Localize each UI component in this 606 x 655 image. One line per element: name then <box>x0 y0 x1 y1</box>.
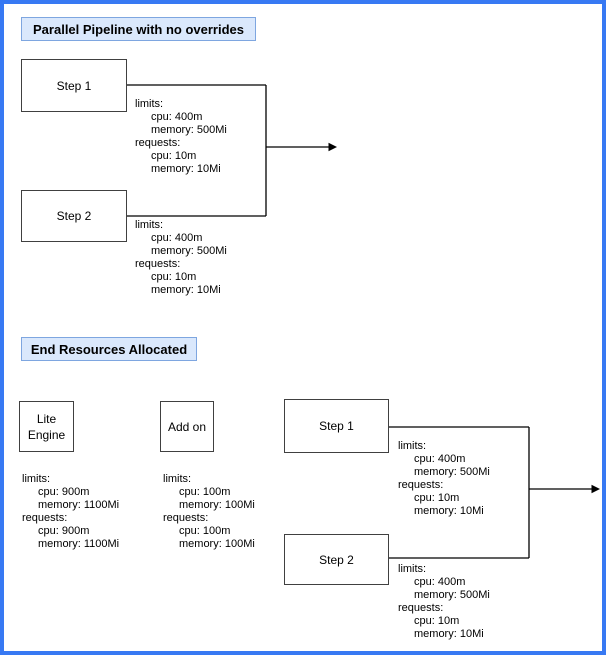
resource-line: cpu: 400m <box>414 575 466 588</box>
resource-line: requests: <box>163 511 209 524</box>
resource-line: cpu: 10m <box>414 491 460 504</box>
add-on-resources <box>163 473 255 550</box>
resource-line: memory: 10Mi <box>151 283 221 296</box>
resource-line: limits: <box>398 563 427 575</box>
resource-line: cpu: 100m <box>179 485 231 498</box>
resource-line: cpu: 10m <box>151 270 197 283</box>
section1-step1-label: Step 1 <box>56 78 92 93</box>
lite-engine-resources <box>22 473 119 550</box>
section1-step2-label: Step 2 <box>56 209 92 223</box>
section1-title <box>21 17 256 41</box>
resource-line: memory: 500Mi <box>151 123 227 136</box>
resource-line: cpu: 900m <box>38 524 90 537</box>
resource-line: memory: 500Mi <box>414 588 490 601</box>
resource-line: memory: 100Mi <box>179 537 255 550</box>
section2-step1-node <box>284 399 389 453</box>
section2-step2-resources <box>398 563 490 640</box>
section1-step2-resources <box>135 219 227 296</box>
resource-line: limits: <box>398 440 427 452</box>
resource-line: limits: <box>163 473 192 485</box>
resource-line: requests: <box>22 511 68 524</box>
lite-engine-label-line1: Lite <box>36 411 57 426</box>
resource-line: limits: <box>22 473 51 485</box>
resource-line: limits: <box>135 219 164 231</box>
resource-line: memory: 500Mi <box>151 244 227 257</box>
resource-line: requests: <box>135 257 181 270</box>
section1-step2-node <box>21 190 127 242</box>
resource-line: cpu: 900m <box>38 485 90 498</box>
resource-line: memory: 100Mi <box>179 498 255 511</box>
section2-title <box>21 337 197 361</box>
section1-step1-node <box>21 59 127 112</box>
resource-line: memory: 10Mi <box>414 627 484 640</box>
resource-line: cpu: 400m <box>414 452 466 465</box>
section1-step1-resources <box>135 98 227 175</box>
s2-output-arrowhead <box>592 485 601 493</box>
section2-step2-label: Step 2 <box>319 552 354 567</box>
resource-line: cpu: 100m <box>179 524 231 537</box>
resource-line: memory: 1100Mi <box>38 498 120 511</box>
section2-title-label: End Resources Allocated <box>30 341 188 357</box>
resource-line: cpu: 400m <box>151 110 203 123</box>
add-on-label: Add on <box>167 419 207 434</box>
lite-engine-label-line2: Engine <box>27 427 66 442</box>
section2-step1-label: Step 1 <box>319 419 354 433</box>
resource-line: memory: 10Mi <box>151 162 221 175</box>
resource-line: memory: 500Mi <box>414 465 490 478</box>
resource-line: memory: 10Mi <box>414 504 484 517</box>
section2-step2-node <box>284 534 389 585</box>
resource-line: cpu: 10m <box>414 614 460 627</box>
lite-engine-node <box>19 401 74 452</box>
s1-output-arrowhead <box>329 143 338 151</box>
resource-line: cpu: 400m <box>151 231 203 244</box>
resource-line: requests: <box>398 601 444 614</box>
resource-line: memory: 1100Mi <box>38 537 120 550</box>
resource-line: cpu: 10m <box>151 149 197 162</box>
resource-line: requests: <box>398 478 444 491</box>
section2-step1-resources <box>398 440 490 517</box>
resource-line: limits: <box>135 98 164 110</box>
section1-title-label: Parallel Pipeline with no overrides <box>33 21 244 37</box>
resource-line: requests: <box>135 136 181 149</box>
add-on-node <box>160 401 214 452</box>
